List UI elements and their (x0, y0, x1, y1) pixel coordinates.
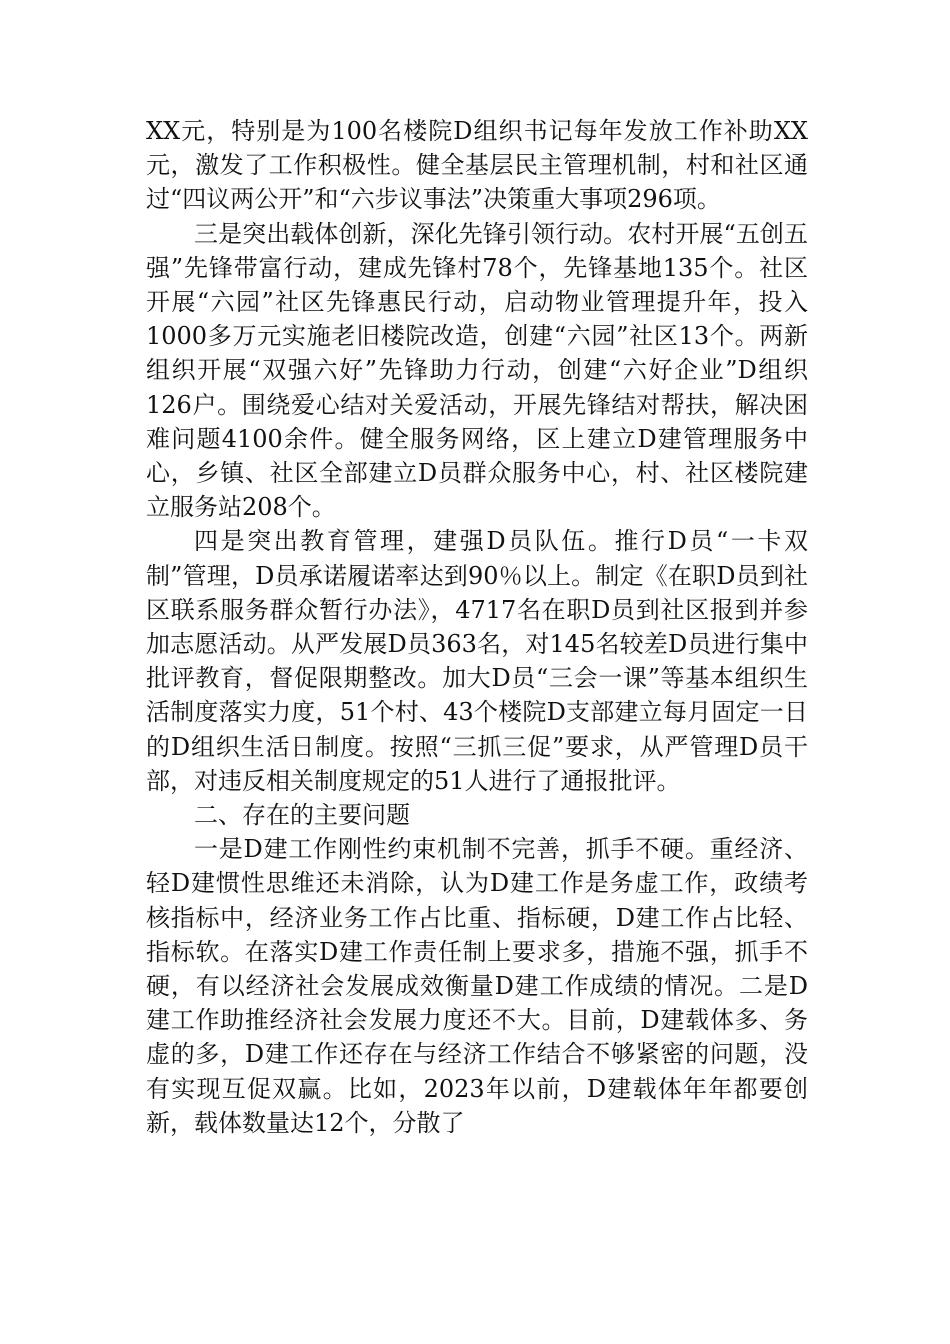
paragraph-carrier-innovation: 三是突出载体创新，深化先锋引领行动。农村开展“五创五强”先锋带富行动，建成先锋村78个，先锋基地135个。社区开展“六园”社区先锋惠民行动，启动物业管理提升年，投入1000多万元实施老旧楼院改造，创建“六园”社区13个。两新组织开展“双强六好”先锋助力行动，创建“六好企业”D组织126户。围绕爱心结对关爱活动，开展先锋结对帮扶，解决困难问题4100余件。健全服务网络，区上建立D建管理服务中心，乡镇、社区全部建立D员群众服务中心，村、社区楼院建立服务站208个。 (146, 219, 808, 522)
paragraph-education-management: 四是突出教育管理，建强D员队伍。推行D员“一卡双制”管理，D员承诺履诺率达到90％以上。制定《在职D员到社区联系服务群众暂行办法》，4717名在职D员到社区报到并参加志愿活动。从严发展D员363名，对145名较差D员进行集中批评教育，督促限期整改。加大D员“三会一课”等基本组织生活制度落实力度，51个村、43个楼院D支部建立每月固定一日的D组织生活日制度。按照“三抓三促”要求，从严管理D员干部，对违反相关制度规定的51人进行了通报批评。 (146, 527, 808, 795)
section-heading-main-problems: 二、存在的主要问题 (194, 801, 410, 830)
document-body (146, 114, 808, 1140)
paragraph-problems: 一是D建工作刚性约束机制不完善，抓手不硬。重经济、轻D建惯性思维还未消除，认为D建工作是务虚工作，政绩考核指标中，经济业务工作占比重、指标硬，D建工作占比轻、指标软。在落实D建工作责任制上要求多，措施不强，抓手不硬，有以经济社会发展成效衡量D建工作成绩的情况。二是D建工作助推经济社会发展力度还不大。目前，D建载体多、务虚的多，D建工作还存在与经济工作结合不够紧密的问题，没有实现互促双赢。比如，2023年以前，D建载体年年都要创新，载体数量达12个，分散了 (146, 835, 808, 1137)
paragraph-continuation: XX元，特别是为100名楼院D组织书记每年发放工作补助XX元，激发了工作积极性。健全基层民主管理机制，村和社区通过“四议两公开”和“六步议事法”决策重大事项296项。 (146, 117, 808, 214)
